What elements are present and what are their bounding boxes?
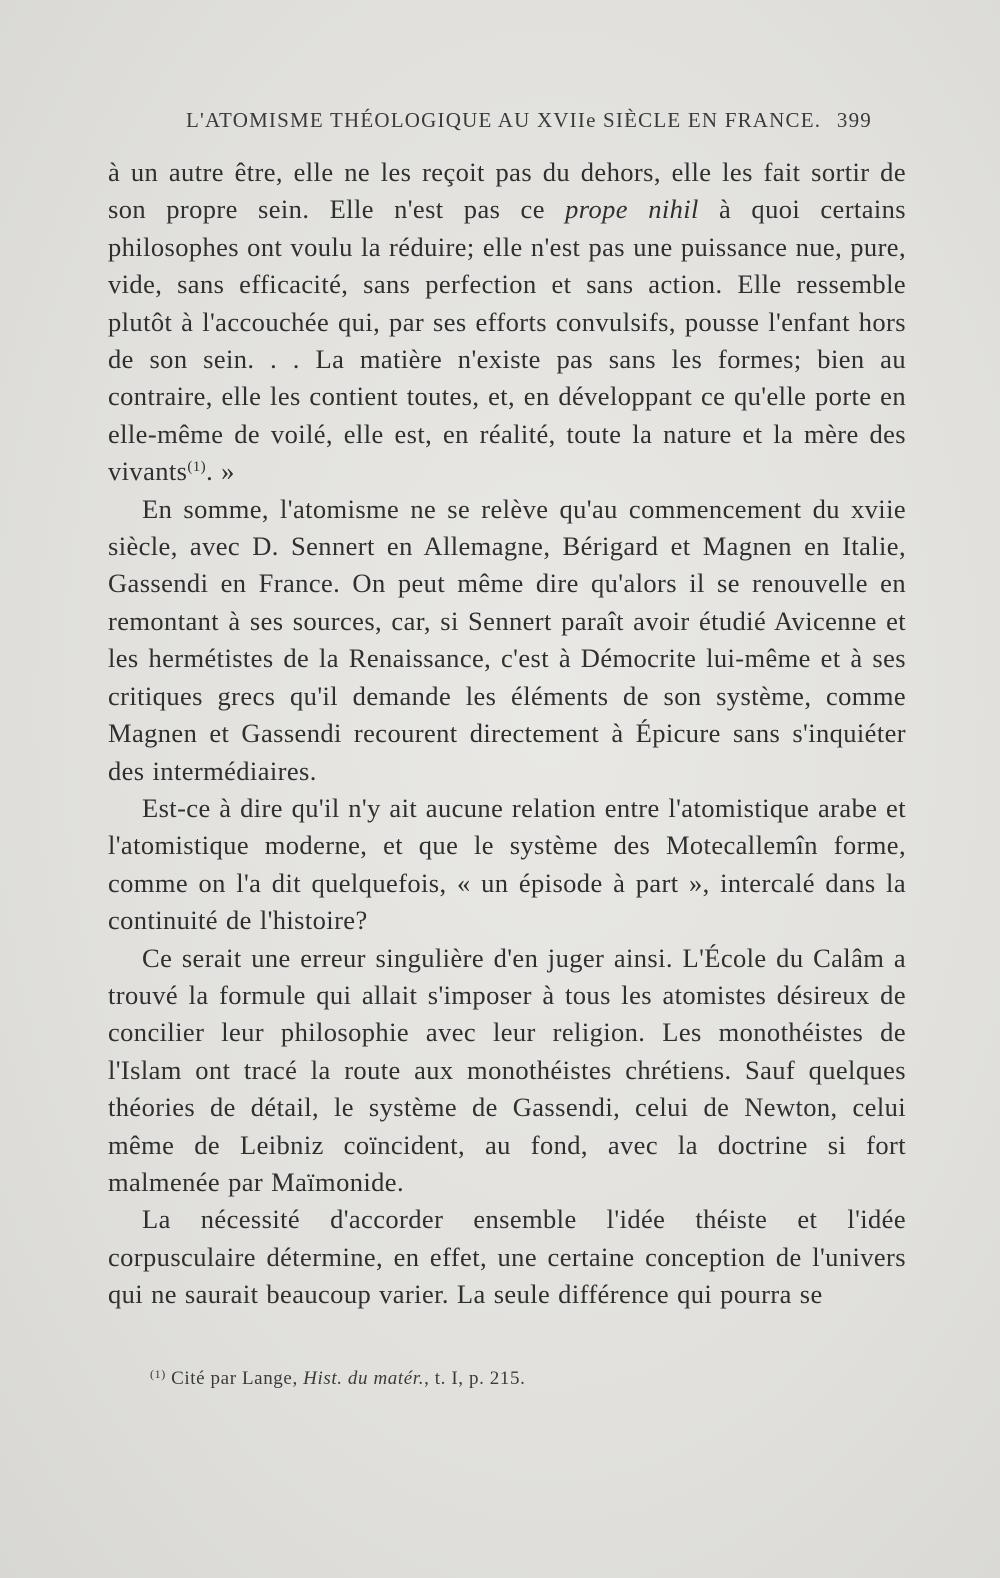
paragraph bbox=[108, 1201, 906, 1313]
footnote-title: Hist. du matér. bbox=[303, 1368, 425, 1389]
text-run: En somme, l'atomisme ne se relève qu'au commencement du xviie siècle, avec D. Sennert en Allemagne, Bérigard et Magnen en Italie, Gassendi en France. On peut même dire qu'alors il se renouvelle en remontant à ses sources, car, si Sennert paraît avoir étudié Avicenne et les hermétistes de la Renaissance, c'est à Démocrite lui-même et à ses critiques grecs qu'il demande les éléments de son système, comme Magnen et Gassendi recourent directement à Épicure sans s'inquiéter des intermédiaires. bbox=[108, 493, 906, 786]
text-run: à quoi certains philosophes ont voulu la réduire; elle n'est pas une puissance nue, pure, vide, sans efficacité, sans perfection et sans action. Elle ressemble plutôt à l'accouchée qui, par ses efforts convulsifs, pousse l'enfant hors de son sein. . . La matière n'existe pas sans les formes; bien au contraire, elle les contient toutes, et, en développant ce qu'elle porte en elle-même de voilé, elle est, en réalité, toute la nature et la mère des vivants bbox=[108, 194, 906, 487]
italic-phrase: prope nihil bbox=[565, 194, 699, 225]
footnote bbox=[150, 1366, 850, 1392]
paragraph bbox=[108, 154, 906, 491]
running-title: L'ATOMISME THÉOLOGIQUE AU XVIIe SIÈCLE EN FRANCE. bbox=[186, 108, 822, 132]
footnote-text-before: Cité par Lange, bbox=[165, 1368, 304, 1389]
paragraph bbox=[108, 940, 906, 1202]
text-run: La nécessité d'accorder ensemble l'idée théiste et l'idée corpusculaire détermine, en effet, une certaine conception de l'univers qui ne saurait beaucoup varier. La seule différence qui pourra se bbox=[108, 1204, 906, 1310]
text-run: à un autre être, elle ne les reçoit pas du dehors, elle les fait sortir de son propre sein. Elle n'est pas ce bbox=[108, 157, 906, 225]
footnote-reference: (1) bbox=[187, 459, 207, 476]
paragraph bbox=[108, 491, 906, 790]
running-head bbox=[186, 108, 906, 140]
body-text bbox=[108, 154, 906, 1314]
footnote-marker: (1) bbox=[150, 1367, 166, 1381]
text-run: Ce serait une erreur singulière d'en juger ainsi. L'École du Calâm a trouvé la formule qui allait s'imposer à tous les atomistes désireux de concilier leur philosophie avec leur religion. Les monothéistes de l'Islam ont tracé la route aux monothéistes chrétiens. Sauf quelques théories de détail, le système de Gassendi, celui de Newton, celui même de Leibniz coïncident, au fond, avec la doctrine si fort malmenée par Maïmonide. bbox=[108, 942, 906, 1197]
page-number: 399 bbox=[836, 108, 872, 132]
text-run: Est-ce à dire qu'il n'y ait aucune relation entre l'atomistique arabe et l'atomistique moderne, et que le système des Motecallemîn forme, comme on l'a dit quelquefois, « un épisode à part », intercalé dans la continuité de l'histoire? bbox=[108, 792, 906, 936]
text-run: . » bbox=[206, 456, 235, 487]
paragraph bbox=[108, 790, 906, 940]
footnote-text-after: , t. I, p. 215. bbox=[424, 1368, 526, 1389]
